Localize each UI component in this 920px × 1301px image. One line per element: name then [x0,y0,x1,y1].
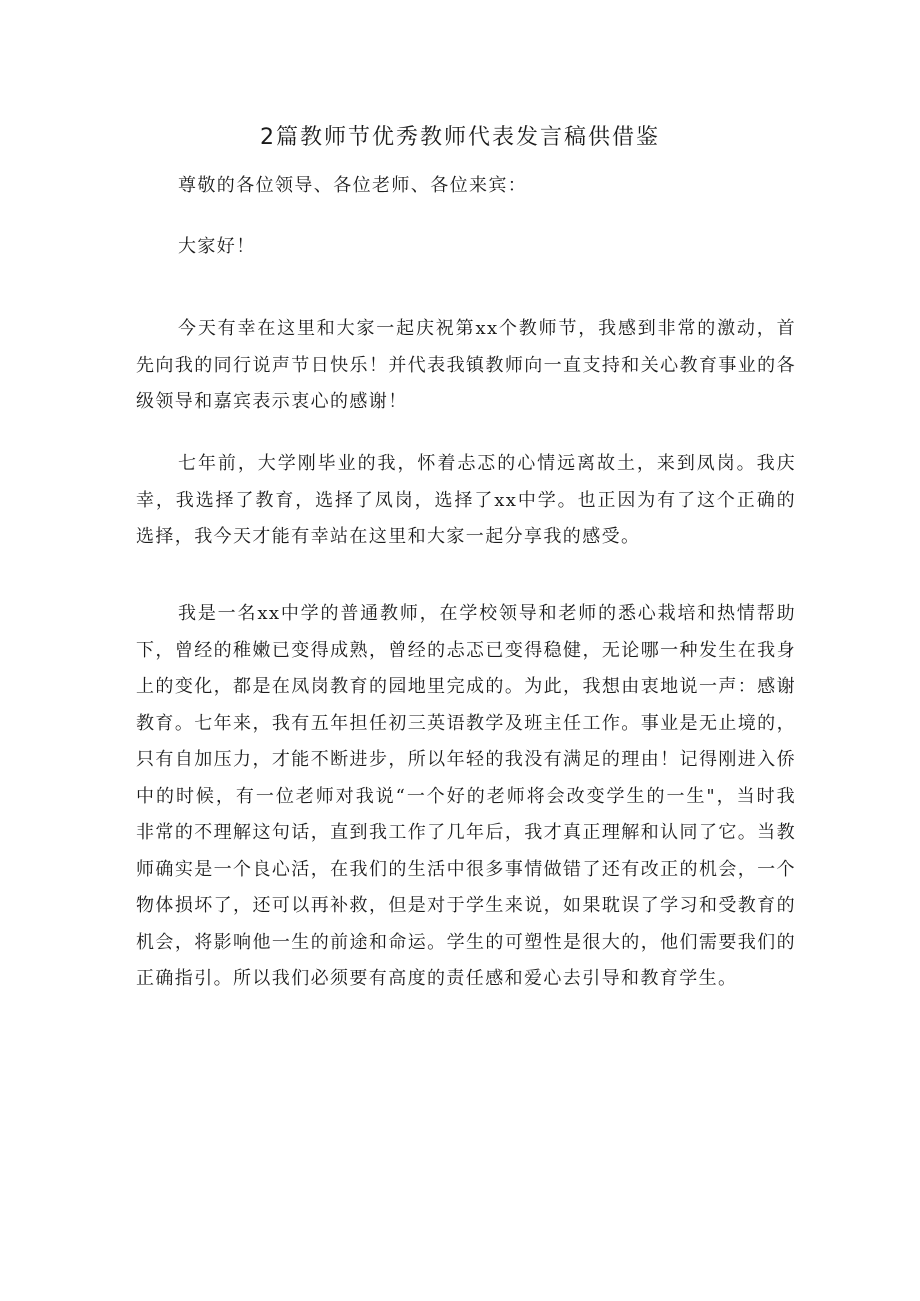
greeting: 大家好！ [178,236,256,257]
document-title: 2篇教师节优秀教师代表发言稿供借鉴 [260,125,660,150]
paragraph-1: 今天有幸在这里和大家一起庆祝第xx个教师节，我感到非常的激动，首先向我的同行说声节日快乐！并代表我镇教师向一直支持和关心教育事业的各级领导和嘉宾表示衷心的感谢！ [136,318,796,412]
salutation: 尊敬的各位领导、各位老师、各位来宾： [178,175,528,196]
paragraph-2: 七年前，大学刚毕业的我，怀着忐忑的心情远离故土，来到凤岗。我庆幸，我选择了教育，选择了凤岗，选择了xx中学。也正因为有了这个正确的选择，我今天才能有幸站在这里和大家一起分享我的感受。 [136,453,796,547]
paragraph-3: 我是一名xx中学的普通教师，在学校领导和老师的悉心栽培和热情帮助下，曾经的稚嫩已变得成熟，曾经的忐忑已变得稳健，无论哪一种发生在我身上的变化，都是在凤岗教育的园地里完成的。为此，我想由衷地说一声：感谢教育。七年来，我有五年担任初三英语教学及班主任工作。事业是无止境的，只有自加压力，才能不断进步，所以年轻的我没有满足的理由！记得刚进入侨中的时候，有一位老师对我说“一个好的老师将会改变学生的一生"，当时我非常的不理解这句话，直到我工作了几年后，我才真正理解和认同了它。当教师确实是一个良心活，在我们的生活中很多事情做错了还有改正的机会，一个物体损坏了，还可以再补救，但是对于学生来说，如果耽误了学习和受教育的机会，将影响他一生的前途和命运。学生的可塑性是很大的，他们需要我们的正确指引。所以我们必须要有高度的责任感和爱心去引导和教育学生。 [136,603,796,989]
